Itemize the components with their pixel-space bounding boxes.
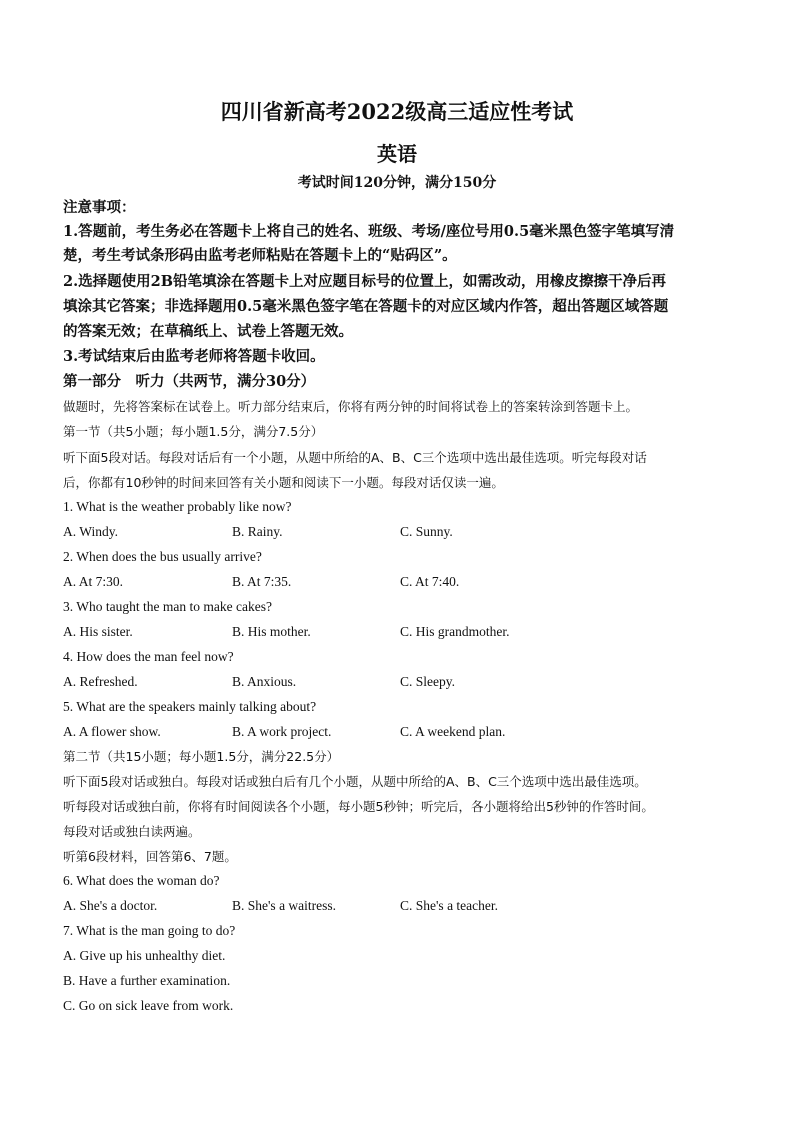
section2-instruction-line-3: 每段对话或独白读两遍。 (63, 824, 201, 839)
q1-option-c: C. Sunny. (400, 524, 453, 539)
section2-instruction-line-1: 听下面5段对话或独白。每段对话或独白后有几个小题，从题中所给的A、B、C三个选项中选出最佳选项。 (63, 774, 647, 789)
note-2-line-3: 的答案无效；在草稿纸上、试卷上答题无效。 (63, 323, 353, 340)
q2-option-b: B. At 7:35. (232, 574, 292, 589)
section1-instruction-line-2: 后，你都有10秒钟的时间来回答有关小题和阅读下一小题。每段对话仅读一遍。 (63, 475, 504, 490)
q5-option-a: A. A flower show. (63, 724, 161, 739)
question-6: 6. What does the woman do? (63, 873, 220, 888)
question-4: 4. How does the man feel now? (63, 649, 234, 664)
question-1: 1. What is the weather probably like now? (63, 499, 292, 514)
q6-option-b: B. She's a waitress. (232, 898, 337, 913)
exam-info: 考试时间120分钟，满分150分 (297, 175, 497, 191)
q1-option-b: B. Rainy. (232, 524, 283, 539)
note-1-line-2: 楚，考生考试条形码由监考老师粘贴在答题卡上的“贴码区”。 (63, 247, 457, 264)
note-2-line-2: 填涂其它答案；非选择题用0.5毫米黑色签字笔在答题卡的对应区域内作答，超出答题区域答题 (63, 298, 669, 315)
section2-heading: 第二节（共15小题；每小题1.5分，满分22.5分） (63, 749, 340, 764)
q5-option-b: B. A work project. (232, 724, 332, 739)
question-5: 5. What are the speakers mainly talking about? (63, 699, 317, 714)
q3-option-a: A. His sister. (63, 624, 133, 639)
q4-option-c: C. Sleepy. (400, 674, 455, 689)
q2-option-a: A. At 7:30. (63, 574, 124, 589)
question-7: 7. What is the man going to do? (63, 923, 236, 938)
q7-option-b: B. Have a further examination. (63, 973, 231, 988)
q3-option-c: C. His grandmother. (400, 624, 510, 639)
q3-option-b: B. His mother. (232, 624, 311, 639)
q2-option-c: C. At 7:40. (400, 574, 460, 589)
q7-option-a: A. Give up his unhealthy diet. (63, 948, 226, 963)
question-3: 3. Who taught the man to make cakes? (63, 599, 272, 614)
q6-option-c: C. She's a teacher. (400, 898, 499, 913)
subject-title: 英语 (377, 142, 417, 166)
note-2-line-1: 2.选择题使用2B铅笔填涂在答题卡上对应题目标号的位置上，如需改动，用橡皮擦擦干净后再 (63, 273, 666, 290)
note-3: 3.考试结束后由监考老师将答题卡收回。 (63, 348, 325, 365)
part1-instruction: 做题时，先将答案标在试卷上。听力部分结束后，你将有两分钟的时间将试卷上的答案转涂到答题卡上。 (63, 399, 639, 414)
question-2: 2. When does the bus usually arrive? (63, 549, 262, 564)
q4-option-b: B. Anxious. (232, 674, 297, 689)
q7-option-c: C. Go on sick leave from work. (63, 998, 234, 1013)
q1-option-a: A. Windy. (63, 524, 118, 539)
q5-option-c: C. A weekend plan. (400, 724, 506, 739)
notes-heading: 注意事项： (63, 199, 136, 216)
section1-instruction-line-1: 听下面5段对话。每段对话后有一个小题，从题中所给的A、B、C三个选项中选出最佳选项。听完每段对话 (63, 450, 647, 465)
part1-heading: 第一部分 听力（共两节，满分30分） (63, 373, 316, 390)
q6-option-a: A. She's a doctor. (63, 898, 158, 913)
section2-instruction-line-2: 听每段对话或独白前，你将有时间阅读各个小题，每小题5秒钟；听完后，各小题将给出5秒钟的作答时间。 (63, 799, 654, 814)
note-1-line-1: 1.答题前，考生务必在答题卡上将自己的姓名、班级、考场/座位号用0.5毫米黑色签字笔填写清 (63, 223, 675, 240)
material-6-heading: 听第6段材料，回答第6、7题。 (63, 849, 237, 864)
section1-heading: 第一节（共5小题；每小题1.5分，满分7.5分） (63, 424, 324, 439)
exam-title: 四川省新高考2022级高三适应性考试 (220, 99, 574, 124)
q4-option-a: A. Refreshed. (63, 674, 138, 689)
